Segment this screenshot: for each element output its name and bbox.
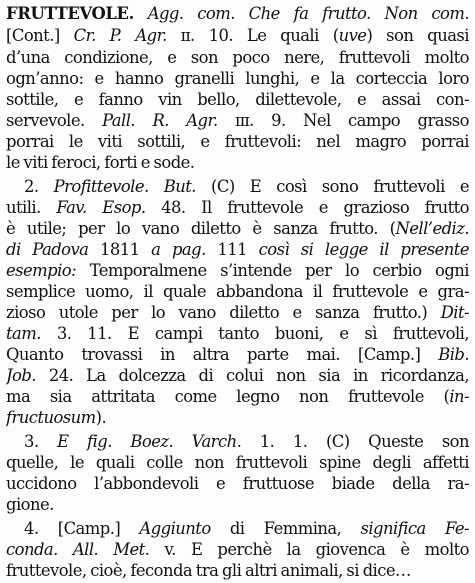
text-run <box>134 4 148 23</box>
italic-run: fructuosum <box>6 408 96 427</box>
text-run: zioso utole per lo vano diletto e sanza frutto.) <box>6 303 441 322</box>
italic-run: tam. <box>6 324 41 343</box>
italic-run: uve <box>338 26 367 45</box>
italic-run: esempio: <box>6 261 77 280</box>
italic-run: Pall. R. Agr. <box>102 111 218 130</box>
text-run: quelle, le quali colle non fruttevoli spine degli affetti <box>6 453 469 472</box>
italic-run: significa Fe- <box>360 519 469 538</box>
entry-line-27 <box>6 559 469 583</box>
text-run: gione. <box>6 495 54 514</box>
text-run: porrai le viti sottili, e fruttevoli: nel magro porrai <box>6 132 469 151</box>
text-run: 111 <box>205 240 259 259</box>
text-run: sottile, e fanno vin bello, dilettevole, e assai con- <box>6 90 469 109</box>
italic-run: Job. <box>6 366 36 385</box>
italic-run: a pag. <box>151 240 206 259</box>
entry-line-2 <box>6 24 469 48</box>
text-run: uccidono l’abbondevoli e fruttuose biade della ra- <box>6 474 469 493</box>
italic-run: Bib. <box>438 345 469 364</box>
text-run: ). <box>95 408 107 427</box>
text-run: 1. 1. (C) Queste son <box>241 432 469 451</box>
text-run: ɪɪɪ. 9. Nel campo grasso <box>217 111 469 130</box>
text-run: 24. La dolcezza di colui non sia in ricordanza, <box>35 366 469 385</box>
italic-run: così si legge il presente <box>258 240 469 259</box>
entry-line-1 <box>6 2 469 26</box>
text-run: 1811 <box>88 240 152 259</box>
text-run: (C) E così sono fruttevoli e <box>195 177 469 196</box>
italic-run: conda. All. Met. <box>6 540 150 559</box>
italic-run: in- <box>449 387 469 406</box>
italic-run: Agg. com. Che fa frutto. Non com. <box>147 4 469 23</box>
text-run: 3. <box>24 432 58 451</box>
headword: FRUTTEVOLE. <box>6 4 134 23</box>
text-run: Temporalmene s’intende per lo cerbio ogni <box>76 261 469 280</box>
italic-run: Fav. Esop. <box>56 198 146 217</box>
italic-run: Dit- <box>440 303 469 322</box>
text-run: ) son quasi <box>366 26 469 45</box>
text-run: ɪɪ. 10. Le quali ( <box>166 26 339 45</box>
text-run: le viti feroci, forti e sode. <box>6 153 195 172</box>
italic-run: E fig. Boez. Varch. <box>57 432 242 451</box>
text-run: è utile; per lo vano diletto è sanza frutto. ( <box>6 219 396 238</box>
text-run: 2. <box>24 177 54 196</box>
italic-run: di Padova <box>6 240 89 259</box>
text-run: servevole. <box>6 111 103 130</box>
text-run: semplice uomo, il quale abbandona il fruttevole e gra- <box>6 282 469 301</box>
text-run: v. E perchè la giovenca è molto <box>149 540 469 559</box>
text-run: ogn’anno: e hanno granelli lunghi, e la corteccia loro <box>6 69 469 88</box>
text-run: Quanto trovassi in altra parte mai. [Camp.] <box>6 345 439 364</box>
text-run: utili. <box>6 198 57 217</box>
italic-run: Profittevole. But. <box>53 177 196 196</box>
entry-line-24 <box>6 493 469 517</box>
text-run: 4. [Camp.] <box>24 519 140 538</box>
text-run: fruttevole, cioè, feconda tra gli altri animali, si dice… <box>6 561 411 580</box>
text-run: di Femmina, <box>210 519 361 538</box>
italic-run: Cr. P. Agr. <box>73 26 167 45</box>
italic-run: Nell’ediz. <box>395 219 469 238</box>
text-run: d’una condizione, e son poco nere, fruttevoli molto <box>6 48 469 67</box>
text-run: ma sia attritata come legno non fruttevole ( <box>6 387 450 406</box>
text-run: 3. 11. E campi tanto buoni, e sì fruttevoli, <box>40 324 469 343</box>
entry-line-20 <box>6 406 469 430</box>
text-run: 48. Il fruttevole e grazioso frutto <box>145 198 469 217</box>
italic-run: Aggiunto <box>139 519 211 538</box>
text-run: [Cont.] <box>6 26 74 45</box>
entry-line-8 <box>6 151 469 175</box>
